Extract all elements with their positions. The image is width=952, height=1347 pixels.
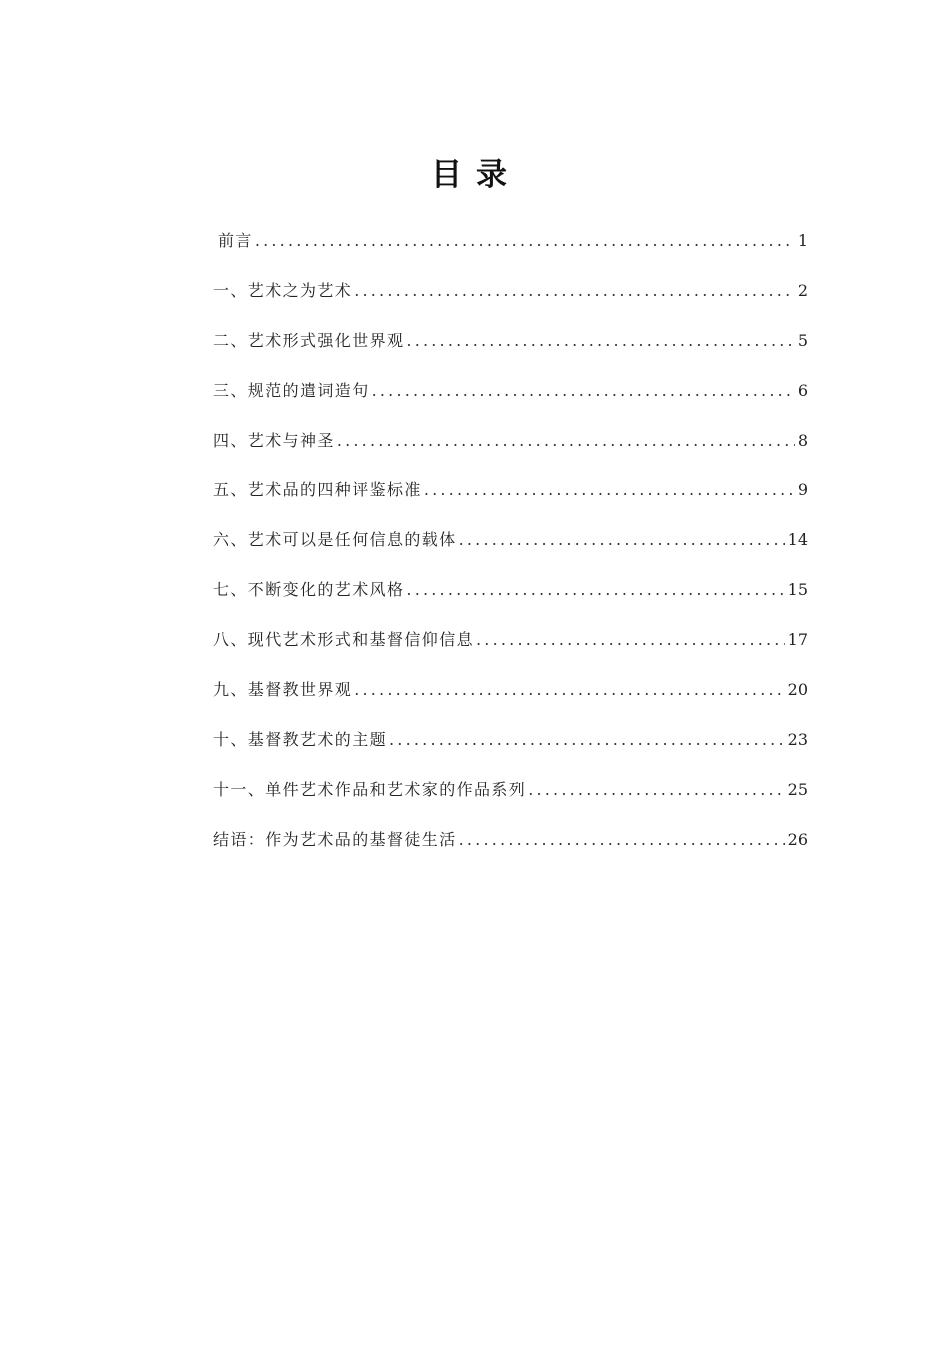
dot-leader bbox=[424, 474, 795, 506]
toc-entry-label: 前言 bbox=[218, 231, 253, 250]
toc-entry-label: 八、现代艺术形式和基督信仰信息 bbox=[213, 630, 475, 650]
toc-entry-chapter-8[interactable] bbox=[213, 624, 808, 674]
toc-entry-page-number: 6 bbox=[797, 380, 808, 400]
toc-entry-chapter-7[interactable] bbox=[213, 574, 808, 624]
toc-entry-page-number: 8 bbox=[797, 430, 808, 450]
toc-entry-chapter-1[interactable] bbox=[213, 275, 808, 325]
toc-entry-page-number: 17 bbox=[787, 630, 808, 650]
toc-entry-page-number: 20 bbox=[787, 680, 808, 700]
toc-entry-preface[interactable] bbox=[213, 225, 808, 275]
dot-leader bbox=[354, 674, 784, 706]
toc-entry-page-number: 14 bbox=[787, 530, 808, 550]
dot-leader bbox=[255, 225, 795, 257]
toc-entry-chapter-10[interactable] bbox=[213, 724, 808, 774]
table-of-contents bbox=[213, 225, 808, 874]
toc-entry-label: 十、基督教艺术的主题 bbox=[213, 729, 388, 749]
toc-entry-label: 四、艺术与神圣 bbox=[213, 430, 335, 450]
toc-entry-chapter-6[interactable] bbox=[213, 524, 808, 574]
dot-leader bbox=[459, 524, 785, 556]
toc-entry-page-number: 23 bbox=[787, 729, 808, 749]
toc-entry-chapter-5[interactable] bbox=[213, 474, 808, 524]
dot-leader bbox=[528, 774, 784, 806]
toc-entry-label: 五、艺术品的四种评鉴标准 bbox=[213, 480, 422, 500]
toc-entry-conclusion[interactable] bbox=[213, 824, 808, 874]
dot-leader bbox=[372, 375, 795, 407]
toc-title: 目录 bbox=[431, 157, 521, 193]
toc-entry-chapter-4[interactable] bbox=[213, 425, 808, 475]
toc-entry-label: 一、艺术之为艺术 bbox=[213, 280, 353, 300]
toc-entry-page-number: 9 bbox=[797, 480, 808, 500]
toc-entry-chapter-9[interactable] bbox=[213, 674, 808, 724]
dot-leader bbox=[459, 824, 785, 856]
toc-entry-label: 六、艺术可以是任何信息的载体 bbox=[213, 530, 457, 550]
toc-entry-page-number: 15 bbox=[787, 580, 808, 600]
dot-leader bbox=[337, 425, 795, 457]
toc-entry-label: 二、艺术形式强化世界观 bbox=[213, 330, 405, 350]
toc-entry-page-number: 26 bbox=[787, 829, 808, 849]
toc-entry-chapter-11[interactable] bbox=[213, 774, 808, 824]
toc-entry-label: 十一、单件艺术作品和艺术家的作品系列 bbox=[213, 779, 527, 799]
toc-entry-label: 七、不断变化的艺术风格 bbox=[213, 580, 405, 600]
dot-leader bbox=[476, 624, 785, 656]
toc-entry-chapter-2[interactable] bbox=[213, 325, 808, 375]
toc-entry-page-number: 1 bbox=[797, 231, 808, 250]
dot-leader bbox=[406, 574, 784, 606]
dot-leader bbox=[389, 724, 785, 756]
toc-entry-label: 结语：作为艺术品的基督徒生活 bbox=[213, 829, 457, 849]
toc-entry-page-number: 25 bbox=[787, 779, 808, 799]
toc-entry-label: 三、规范的遣词造句 bbox=[213, 380, 370, 400]
toc-entry-chapter-3[interactable] bbox=[213, 375, 808, 425]
dot-leader bbox=[406, 325, 794, 357]
dot-leader bbox=[354, 275, 795, 307]
toc-entry-page-number: 2 bbox=[797, 280, 808, 300]
toc-entry-page-number: 5 bbox=[797, 330, 808, 350]
toc-entry-label: 九、基督教世界观 bbox=[213, 680, 353, 700]
